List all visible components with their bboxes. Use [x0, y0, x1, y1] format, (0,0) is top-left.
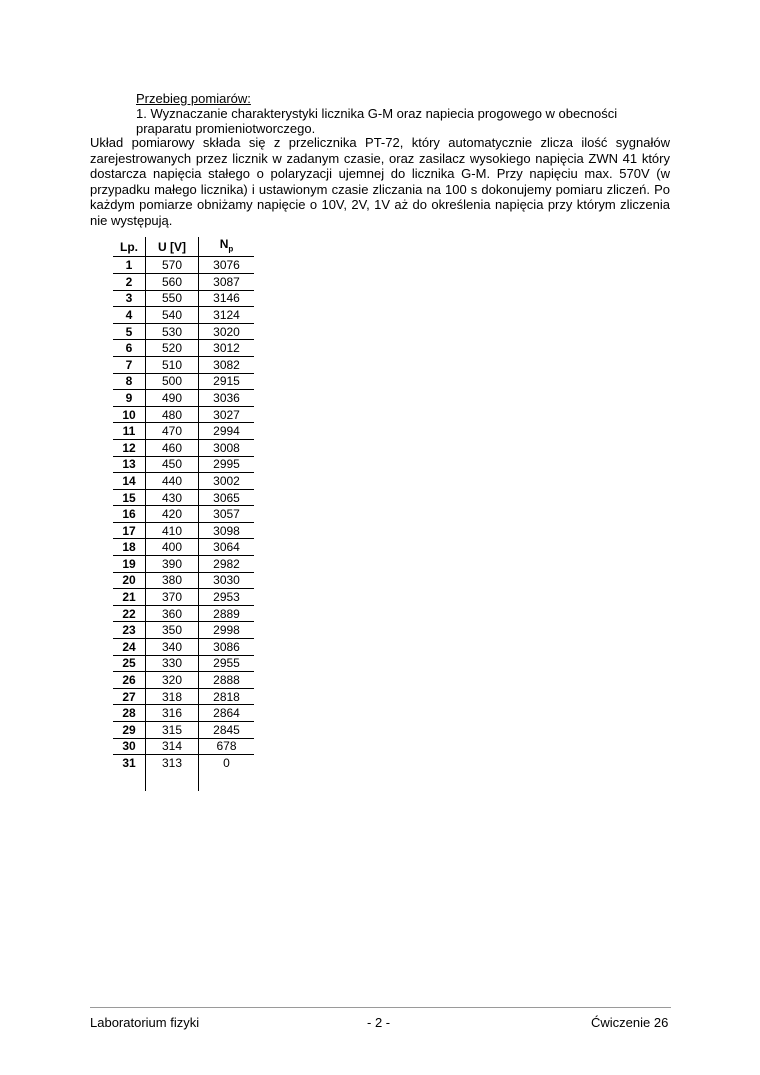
cell-counts: 2888 — [199, 672, 255, 689]
cell-voltage: 540 — [146, 307, 199, 324]
cell-lp: 17 — [113, 522, 146, 539]
cell-lp: 13 — [113, 456, 146, 473]
cell-counts: 678 — [199, 738, 255, 755]
cell-voltage: 320 — [146, 672, 199, 689]
cell-counts: 2995 — [199, 456, 255, 473]
cell-counts: 2889 — [199, 605, 255, 622]
cell-voltage: 350 — [146, 622, 199, 639]
table-row — [113, 473, 254, 490]
table-row — [113, 307, 254, 324]
cell-voltage: 520 — [146, 340, 199, 357]
cell-counts: 3087 — [199, 273, 255, 290]
cell-voltage: 430 — [146, 489, 199, 506]
cell-lp: 24 — [113, 639, 146, 656]
table-tail — [113, 771, 254, 791]
cell-voltage: 380 — [146, 572, 199, 589]
cell-lp: 9 — [113, 390, 146, 407]
header-counts — [199, 237, 255, 257]
cell-lp: 2 — [113, 273, 146, 290]
table-row — [113, 356, 254, 373]
cell-lp: 3 — [113, 290, 146, 307]
cell-voltage: 313 — [146, 755, 199, 771]
intro-paragraph: Układ pomiarowy składa się z przelicznika PT-72, który automatycznie zlicza ilość sygnałów zarejestrowanych przez licznik w zadanym czasie, oraz zasilacz wysokiego napięcia ZWN 41 który dostarcza napięcia stałego o polaryzacji ujemnej do licznika G-M. Przy napięciu max. 570V (w przypadku małego licznika) i ustawionym czasie zliczania na 100 s dokonujemy pomiaru zliczeń. Po każdym pomiarze obniżamy napięcie o 10V, 2V, 1V aż do określenia napięcia przy którym zliczenia nie występują. — [90, 135, 670, 228]
cell-counts: 2994 — [199, 423, 255, 440]
table-row — [113, 257, 254, 274]
table-row — [113, 705, 254, 722]
cell-counts: 3002 — [199, 473, 255, 490]
cell-voltage: 440 — [146, 473, 199, 490]
cell-counts: 3082 — [199, 356, 255, 373]
table-tail-cell — [146, 771, 199, 791]
cell-counts: 2845 — [199, 722, 255, 739]
cell-counts: 3064 — [199, 539, 255, 556]
footer-exercise: Ćwiczenie 26 — [591, 1015, 669, 1030]
cell-voltage: 550 — [146, 290, 199, 307]
cell-counts: 0 — [223, 756, 230, 770]
cell-lp: 11 — [113, 423, 146, 440]
cell-counts: 3012 — [199, 340, 255, 357]
cell-counts: 3065 — [199, 489, 255, 506]
header-lp: Lp. — [113, 237, 146, 257]
cell-voltage: 370 — [146, 589, 199, 606]
cell-lp: 21 — [113, 589, 146, 606]
cell-counts: 2818 — [199, 688, 255, 705]
cell-counts: 2864 — [199, 705, 255, 722]
cell-counts: 2915 — [199, 373, 255, 390]
table-row — [113, 489, 254, 506]
cell-lp: 8 — [113, 373, 146, 390]
table-row — [113, 639, 254, 656]
section-heading: Przebieg pomiarów: — [136, 91, 251, 106]
measurement-table — [113, 237, 254, 791]
cell-voltage: 570 — [146, 257, 199, 274]
cell-voltage: 314 — [146, 738, 199, 755]
cell-counts: 3086 — [199, 639, 255, 656]
table-row — [113, 589, 254, 606]
cell-counts: 3008 — [199, 439, 255, 456]
cell-voltage: 390 — [146, 556, 199, 573]
cell-voltage: 460 — [146, 439, 199, 456]
table-row — [113, 423, 254, 440]
cell-counts: 3030 — [199, 572, 255, 589]
cell-lp: 14 — [113, 473, 146, 490]
cell-lp: 20 — [113, 572, 146, 589]
cell-lp: 7 — [113, 356, 146, 373]
cell-counts: 3098 — [199, 522, 255, 539]
table-row — [113, 373, 254, 390]
table-row — [113, 556, 254, 573]
cell-lp: 12 — [113, 439, 146, 456]
cell-counts: 3036 — [199, 390, 255, 407]
cell-lp: 6 — [113, 340, 146, 357]
table-row — [113, 323, 254, 340]
footer-page-number: - 2 - — [367, 1015, 391, 1030]
cell-voltage: 470 — [146, 423, 199, 440]
cell-lp: 16 — [113, 506, 146, 523]
table-row — [113, 506, 254, 523]
cell-counts: 3146 — [199, 290, 255, 307]
cell-counts: 3076 — [199, 257, 255, 274]
table-tail-cell — [199, 771, 255, 791]
cell-lp: 23 — [113, 622, 146, 639]
table-row — [113, 522, 254, 539]
table-row — [113, 273, 254, 290]
table-row — [113, 655, 254, 672]
cell-counts: 2955 — [199, 655, 255, 672]
table-row — [113, 406, 254, 423]
cell-counts: 3027 — [199, 406, 255, 423]
table-header-row — [113, 237, 254, 257]
cell-lp: 10 — [113, 406, 146, 423]
cell-voltage: 510 — [146, 356, 199, 373]
table-row — [113, 605, 254, 622]
header-voltage: U [V] — [146, 237, 199, 257]
cell-voltage: 560 — [146, 273, 199, 290]
table-row — [113, 572, 254, 589]
header-counts-sub: p — [228, 244, 234, 254]
cell-voltage: 330 — [146, 655, 199, 672]
cell-counts: 2953 — [199, 589, 255, 606]
cell-lp: 5 — [113, 323, 146, 340]
table-row — [113, 688, 254, 705]
footer-divider — [90, 1007, 671, 1008]
cell-voltage: 490 — [146, 390, 199, 407]
cell-lp: 1 — [113, 257, 146, 274]
cell-voltage: 410 — [146, 522, 199, 539]
header-counts-main: N — [219, 237, 229, 251]
cell-counts: 3057 — [199, 506, 255, 523]
cell-counts: 3124 — [199, 307, 255, 324]
cell-lp: 4 — [113, 307, 146, 324]
cell-voltage: 318 — [146, 688, 199, 705]
table-row — [113, 722, 254, 739]
table-row — [113, 390, 254, 407]
cell-lp: 22 — [113, 605, 146, 622]
cell-lp: 31 — [122, 756, 136, 770]
table-row — [113, 290, 254, 307]
cell-voltage: 340 — [146, 639, 199, 656]
table-row — [113, 439, 254, 456]
table-row — [113, 738, 254, 755]
table-row — [113, 539, 254, 556]
cell-voltage: 315 — [146, 722, 199, 739]
cell-lp: 29 — [113, 722, 146, 739]
table-row — [113, 456, 254, 473]
cell-voltage: 360 — [146, 605, 199, 622]
table-row — [113, 340, 254, 357]
cell-lp: 27 — [113, 688, 146, 705]
table-row — [113, 672, 254, 689]
cell-lp: 30 — [113, 738, 146, 755]
table-body — [113, 257, 254, 791]
cell-voltage: 450 — [146, 456, 199, 473]
cell-voltage: 500 — [146, 373, 199, 390]
cell-counts: 2998 — [199, 622, 255, 639]
table-row — [113, 755, 254, 771]
cell-lp: 25 — [113, 655, 146, 672]
cell-lp: 19 — [113, 556, 146, 573]
measurement-item-title: 1. Wyznaczanie charakterystyki licznika G-M oraz napiecia progowego w obecności praparatu promieniotworczego. — [136, 106, 618, 136]
cell-lp: 28 — [113, 705, 146, 722]
cell-lp: 26 — [113, 672, 146, 689]
cell-lp: 15 — [113, 489, 146, 506]
cell-voltage: 400 — [146, 539, 199, 556]
cell-voltage: 316 — [146, 705, 199, 722]
cell-counts: 3020 — [199, 323, 255, 340]
cell-lp: 18 — [113, 539, 146, 556]
footer-lab-name: Laboratorium fizyki — [90, 1015, 200, 1030]
cell-voltage: 480 — [146, 406, 199, 423]
cell-voltage: 420 — [146, 506, 199, 523]
cell-counts: 2982 — [199, 556, 255, 573]
cell-voltage: 530 — [146, 323, 199, 340]
table-tail-cell — [113, 771, 146, 791]
table-row — [113, 622, 254, 639]
